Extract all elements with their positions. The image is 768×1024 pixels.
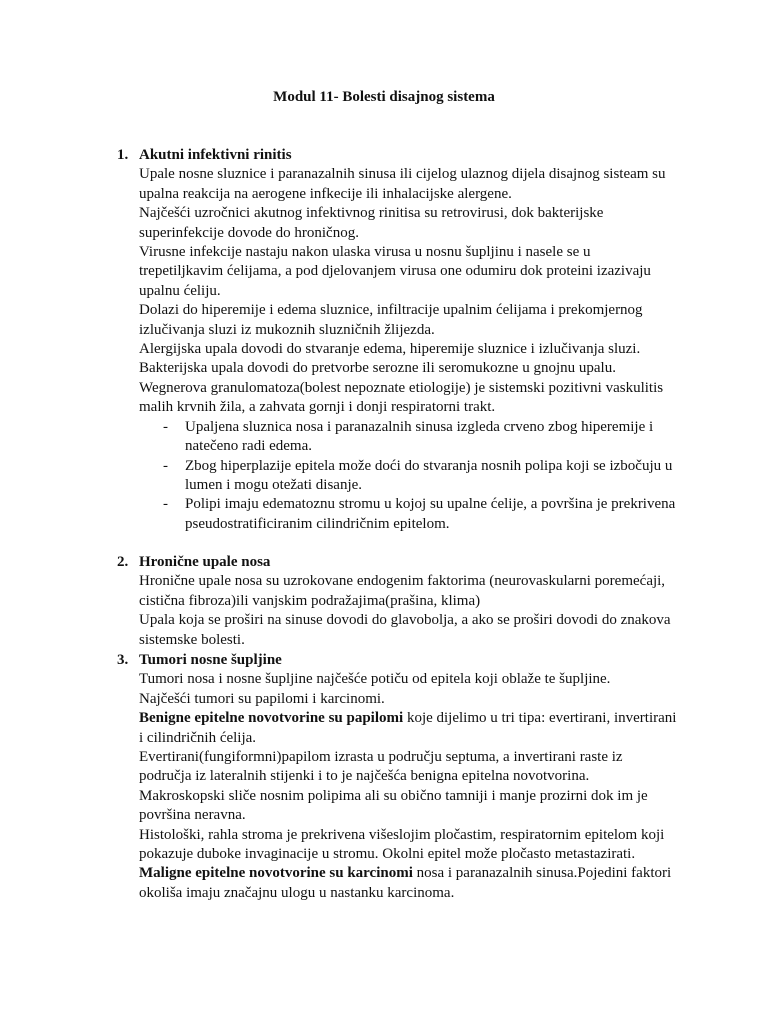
paragraph: Najčešći uzročnici akutnog infektivnog rinitisa su retrovirusi, dok bakterijske superinfekcije dovode do hroničnog. xyxy=(139,205,604,241)
paragraph: Bakterijska upala dovodi do pretvorbe serozne ili seromukozne u gnojnu upalu. xyxy=(139,360,616,377)
section-heading-text: Tumori nosne šupljine xyxy=(139,652,282,668)
section-heading xyxy=(117,146,677,165)
section-number: 2. xyxy=(117,554,129,570)
paragraph: Histološki, rahla stroma je prekrivena višeslojim pločastim, respiratornim epitelom koji pokazuje duboke invaginacije u stromu. Okolni epitel može pločasto metastazirati. xyxy=(139,826,665,863)
bullet-list xyxy=(117,418,677,534)
bullet-item xyxy=(163,418,677,457)
bullet-text: Polipi imaju edematoznu stromu u kojoj su upalne ćelije, a površina je prekrivena pseudostratificiranim cilindričnim epitelom. xyxy=(185,496,676,532)
section-heading-text: Hronične upale nosa xyxy=(139,554,271,570)
paragraph: Najčešći tumori su papilomi i karcinomi. xyxy=(139,690,385,707)
paragraph: Upale nosne sluznice i paranazalnih sinusa ili cijelog ulaznog dijela disajnog sisteam su upalna reakcija na aerogene infkecije ili inhalacijske alergene. xyxy=(139,166,666,202)
bullet-item xyxy=(163,495,677,534)
bold-lead: Benigne epitelne novotvorine su papilomi xyxy=(139,710,404,727)
paragraph-rest: nosa i paranazalnih sinusa.Pojedini faktori okoliša imaju značajnu ulogu u nastanku karcinoma. xyxy=(139,865,672,901)
section-heading-text: Akutni infektivni rinitis xyxy=(139,147,292,163)
paragraph-malignant xyxy=(139,864,677,903)
section-chronic-rhinitis xyxy=(117,553,677,650)
bullet-marker: - xyxy=(163,496,168,513)
paragraph: Dolazi do hiperemije i edema sluznice, infiltracije upalnim ćelijama i prekomjernog izlučivanja sluzi iz mukoznih sluzničnih žlijezda. xyxy=(139,302,643,338)
bullet-item xyxy=(163,457,677,496)
paragraph: Makroskopski sliče nosnim polipima ali su obično tamniji i manje prozirni dok im je površina neravna. xyxy=(139,787,648,824)
section-number: 3. xyxy=(117,652,129,668)
paragraph-benign xyxy=(139,709,677,748)
bullet-marker: - xyxy=(163,457,168,474)
paragraph: Upala koja se proširi na sinuse dovodi do glavobolja, a ako se proširi dovodi do znakova sistemske bolesti. xyxy=(139,612,671,648)
paragraph: Hronične upale nosa su uzrokovane endogenim faktorima (neurovaskularni poremećaji, cistična fibroza)ili vanjskim podražajima(prašina, klima) xyxy=(139,573,666,609)
paragraph: Wegnerova granulomatoza(bolest nepoznate etiologije) je sistemski pozitivni vaskulitis malih krvnih žila, a zahvata gornji i donji respiratorni trakt. xyxy=(139,379,664,416)
paragraph: Evertirani(fungiformni)papilom izrasta u području septuma, a invertirani raste iz područja iz lateralnih stijenki i to je najčešća benigna epitelna novotvorina. xyxy=(139,749,623,785)
section-heading xyxy=(117,651,677,670)
paragraph: Virusne infekcije nastaju nakon ulaska virusa u nosnu šupljinu i nasele se u trepetiljkavim ćelijama, a pod djelovanjem virusa one odumiru dok proteini izazivaju upalnu ćeliju. xyxy=(139,244,651,299)
section-number: 1. xyxy=(117,147,129,163)
paragraph: Alergijska upala dovodi do stvaranje edema, hiperemije sluznice i izlučivanja sluzi. xyxy=(139,341,641,358)
bullet-text: Upaljena sluznica nosa i paranazalnih sinusa izgleda crveno zbog hiperemije i natečeno radi edema. xyxy=(185,418,654,455)
bold-lead: Maligne epitelne novotvorine su karcinomi xyxy=(139,865,413,882)
section-acute-rhinitis xyxy=(117,146,677,534)
paragraph-rest: koje dijelimo u tri tipa: evertirani, invertirani i cilindričnih ćelija. xyxy=(139,710,677,746)
bullet-marker: - xyxy=(163,418,168,435)
paragraph: Tumori nosa i nosne šupljine najčešće potiču od epitela koji oblaže te šupljine. xyxy=(139,671,611,688)
section-heading xyxy=(117,553,677,572)
document-title: Modul 11- Bolesti disajnog sistema xyxy=(273,89,495,105)
section-nasal-tumors xyxy=(117,651,677,903)
bullet-text: Zbog hiperplazije epitela može doći do stvaranja nosnih polipa koji se izbočuju u lumen i mogu otežati disanje. xyxy=(185,457,673,493)
